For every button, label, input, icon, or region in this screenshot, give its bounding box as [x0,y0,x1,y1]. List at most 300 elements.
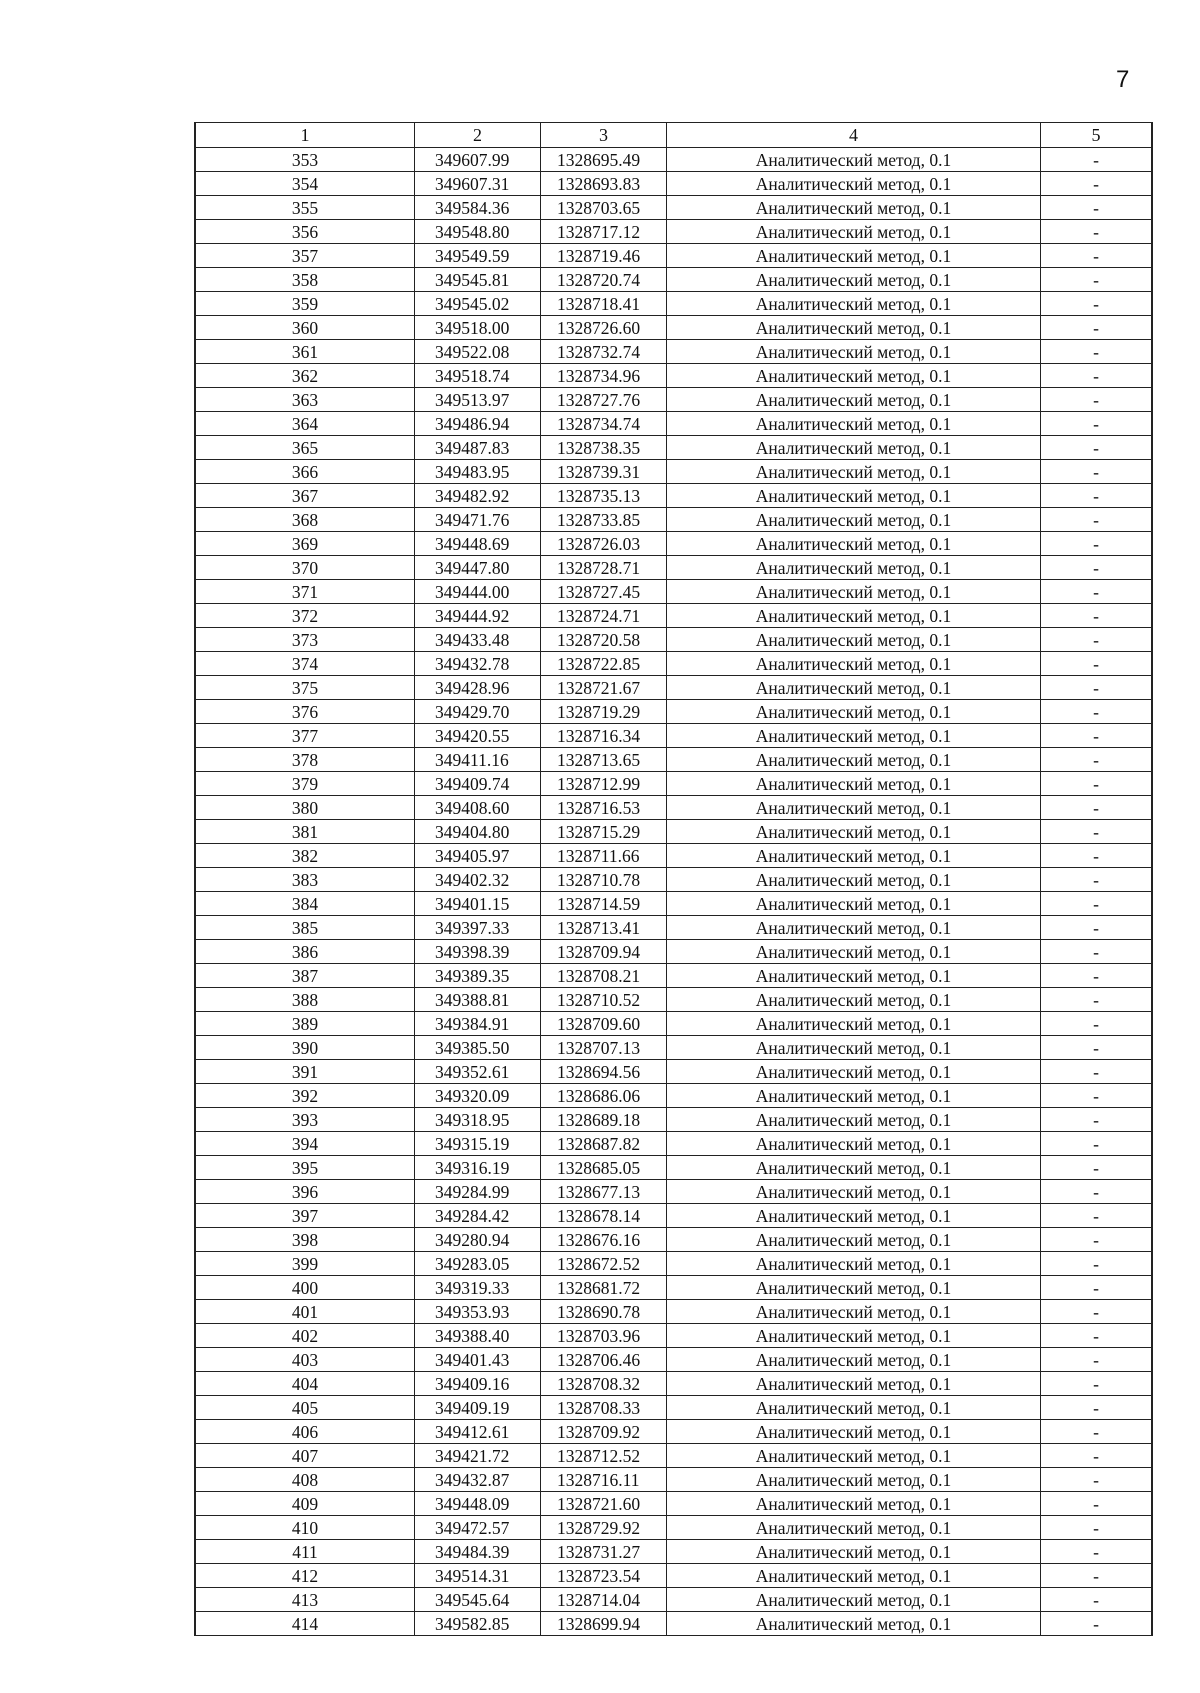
table-row [195,292,1152,316]
y-coordinate-cell: 1328734.74 [541,412,667,436]
x-coordinate-cell: 349409.74 [415,772,541,796]
table-row [195,820,1152,844]
y-coordinate-cell: 1328720.74 [541,268,667,292]
table-row [195,556,1152,580]
y-coordinate-cell: 1328715.29 [541,820,667,844]
x-coordinate-cell: 349444.00 [415,580,541,604]
table-body [195,148,1152,1636]
table-row [195,340,1152,364]
note-cell: - [1041,892,1153,916]
point-number-cell: 405 [195,1396,415,1420]
x-coordinate-cell: 349448.69 [415,532,541,556]
table-row [195,196,1152,220]
table-row [195,1108,1152,1132]
table-row [195,1612,1152,1636]
table-row [195,1588,1152,1612]
table-row [195,532,1152,556]
note-cell: - [1041,1516,1153,1540]
note-cell: - [1041,484,1153,508]
method-cell: Аналитический метод, 0.1 [667,484,1041,508]
x-coordinate-cell: 349549.59 [415,244,541,268]
y-coordinate-cell: 1328733.85 [541,508,667,532]
y-coordinate-cell: 1328709.60 [541,1012,667,1036]
y-coordinate-cell: 1328714.04 [541,1588,667,1612]
column-header-4: 4 [667,123,1041,148]
table-row [195,1396,1152,1420]
point-number-cell: 414 [195,1612,415,1636]
point-number-cell: 354 [195,172,415,196]
method-cell: Аналитический метод, 0.1 [667,148,1041,172]
method-cell: Аналитический метод, 0.1 [667,1012,1041,1036]
table-row [195,1084,1152,1108]
point-number-cell: 371 [195,580,415,604]
x-coordinate-cell: 349513.97 [415,388,541,412]
point-number-cell: 408 [195,1468,415,1492]
point-number-cell: 412 [195,1564,415,1588]
note-cell: - [1041,460,1153,484]
note-cell: - [1041,844,1153,868]
x-coordinate-cell: 349402.32 [415,868,541,892]
x-coordinate-cell: 349522.08 [415,340,541,364]
point-number-cell: 372 [195,604,415,628]
point-number-cell: 376 [195,700,415,724]
table-row [195,1012,1152,1036]
x-coordinate-cell: 349429.70 [415,700,541,724]
note-cell: - [1041,1012,1153,1036]
note-cell: - [1041,1252,1153,1276]
point-number-cell: 387 [195,964,415,988]
x-coordinate-cell: 349284.42 [415,1204,541,1228]
y-coordinate-cell: 1328721.67 [541,676,667,700]
table-row [195,1492,1152,1516]
note-cell: - [1041,220,1153,244]
method-cell: Аналитический метод, 0.1 [667,580,1041,604]
method-cell: Аналитический метод, 0.1 [667,1420,1041,1444]
note-cell: - [1041,1564,1153,1588]
x-coordinate-cell: 349486.94 [415,412,541,436]
x-coordinate-cell: 349428.96 [415,676,541,700]
point-number-cell: 366 [195,460,415,484]
y-coordinate-cell: 1328703.96 [541,1324,667,1348]
point-number-cell: 374 [195,652,415,676]
x-coordinate-cell: 349545.02 [415,292,541,316]
method-cell: Аналитический метод, 0.1 [667,220,1041,244]
point-number-cell: 378 [195,748,415,772]
y-coordinate-cell: 1328708.21 [541,964,667,988]
x-coordinate-cell: 349471.76 [415,508,541,532]
note-cell: - [1041,172,1153,196]
y-coordinate-cell: 1328713.41 [541,916,667,940]
table-row [195,964,1152,988]
x-coordinate-cell: 349389.35 [415,964,541,988]
note-cell: - [1041,1084,1153,1108]
method-cell: Аналитический метод, 0.1 [667,1324,1041,1348]
table-row [195,1444,1152,1468]
note-cell: - [1041,292,1153,316]
x-coordinate-cell: 349482.92 [415,484,541,508]
method-cell: Аналитический метод, 0.1 [667,1396,1041,1420]
y-coordinate-cell: 1328677.13 [541,1180,667,1204]
point-number-cell: 383 [195,868,415,892]
method-cell: Аналитический метод, 0.1 [667,316,1041,340]
note-cell: - [1041,508,1153,532]
y-coordinate-cell: 1328716.53 [541,796,667,820]
table-row [195,916,1152,940]
point-number-cell: 397 [195,1204,415,1228]
method-cell: Аналитический метод, 0.1 [667,1084,1041,1108]
point-number-cell: 382 [195,844,415,868]
table-row [195,1348,1152,1372]
note-cell: - [1041,820,1153,844]
x-coordinate-cell: 349420.55 [415,724,541,748]
note-cell: - [1041,1036,1153,1060]
note-cell: - [1041,556,1153,580]
x-coordinate-cell: 349514.31 [415,1564,541,1588]
note-cell: - [1041,1612,1153,1636]
x-coordinate-cell: 349584.36 [415,196,541,220]
method-cell: Аналитический метод, 0.1 [667,1036,1041,1060]
x-coordinate-cell: 349408.60 [415,796,541,820]
x-coordinate-cell: 349409.16 [415,1372,541,1396]
y-coordinate-cell: 1328714.59 [541,892,667,916]
x-coordinate-cell: 349283.05 [415,1252,541,1276]
y-coordinate-cell: 1328690.78 [541,1300,667,1324]
y-coordinate-cell: 1328706.46 [541,1348,667,1372]
point-number-cell: 401 [195,1300,415,1324]
x-coordinate-cell: 349398.39 [415,940,541,964]
y-coordinate-cell: 1328727.76 [541,388,667,412]
note-cell: - [1041,604,1153,628]
note-cell: - [1041,1108,1153,1132]
y-coordinate-cell: 1328727.45 [541,580,667,604]
x-coordinate-cell: 349280.94 [415,1228,541,1252]
table-row [195,1276,1152,1300]
table-row [195,388,1152,412]
x-coordinate-cell: 349404.80 [415,820,541,844]
x-coordinate-cell: 349320.09 [415,1084,541,1108]
table-row [195,460,1152,484]
method-cell: Аналитический метод, 0.1 [667,388,1041,412]
x-coordinate-cell: 349432.78 [415,652,541,676]
note-cell: - [1041,652,1153,676]
method-cell: Аналитический метод, 0.1 [667,172,1041,196]
method-cell: Аналитический метод, 0.1 [667,820,1041,844]
x-coordinate-cell: 349409.19 [415,1396,541,1420]
note-cell: - [1041,1588,1153,1612]
table-row [195,988,1152,1012]
table-row [195,220,1152,244]
y-coordinate-cell: 1328726.60 [541,316,667,340]
y-coordinate-cell: 1328685.05 [541,1156,667,1180]
method-cell: Аналитический метод, 0.1 [667,700,1041,724]
y-coordinate-cell: 1328720.58 [541,628,667,652]
point-number-cell: 369 [195,532,415,556]
x-coordinate-cell: 349388.40 [415,1324,541,1348]
method-cell: Аналитический метод, 0.1 [667,796,1041,820]
x-coordinate-cell: 349484.39 [415,1540,541,1564]
note-cell: - [1041,1300,1153,1324]
method-cell: Аналитический метод, 0.1 [667,1180,1041,1204]
y-coordinate-cell: 1328728.71 [541,556,667,580]
point-number-cell: 395 [195,1156,415,1180]
method-cell: Аналитический метод, 0.1 [667,964,1041,988]
note-cell: - [1041,364,1153,388]
table-row [195,436,1152,460]
y-coordinate-cell: 1328711.66 [541,844,667,868]
x-coordinate-cell: 349401.43 [415,1348,541,1372]
table-row [195,580,1152,604]
note-cell: - [1041,796,1153,820]
x-coordinate-cell: 349518.74 [415,364,541,388]
point-number-cell: 379 [195,772,415,796]
method-cell: Аналитический метод, 0.1 [667,1540,1041,1564]
x-coordinate-cell: 349401.15 [415,892,541,916]
table-row [195,172,1152,196]
method-cell: Аналитический метод, 0.1 [667,1132,1041,1156]
note-cell: - [1041,724,1153,748]
x-coordinate-cell: 349548.80 [415,220,541,244]
y-coordinate-cell: 1328723.54 [541,1564,667,1588]
y-coordinate-cell: 1328709.92 [541,1420,667,1444]
method-cell: Аналитический метод, 0.1 [667,1300,1041,1324]
x-coordinate-cell: 349607.31 [415,172,541,196]
table-row [195,892,1152,916]
x-coordinate-cell: 349483.95 [415,460,541,484]
point-number-cell: 361 [195,340,415,364]
note-cell: - [1041,1372,1153,1396]
method-cell: Аналитический метод, 0.1 [667,268,1041,292]
y-coordinate-cell: 1328707.13 [541,1036,667,1060]
x-coordinate-cell: 349388.81 [415,988,541,1012]
column-header-5: 5 [1041,123,1153,148]
note-cell: - [1041,772,1153,796]
x-coordinate-cell: 349545.64 [415,1588,541,1612]
table-row [195,364,1152,388]
method-cell: Аналитический метод, 0.1 [667,460,1041,484]
note-cell: - [1041,676,1153,700]
y-coordinate-cell: 1328709.94 [541,940,667,964]
x-coordinate-cell: 349352.61 [415,1060,541,1084]
method-cell: Аналитический метод, 0.1 [667,244,1041,268]
x-coordinate-cell: 349411.16 [415,748,541,772]
point-number-cell: 385 [195,916,415,940]
point-number-cell: 404 [195,1372,415,1396]
note-cell: - [1041,1060,1153,1084]
method-cell: Аналитический метод, 0.1 [667,1156,1041,1180]
method-cell: Аналитический метод, 0.1 [667,772,1041,796]
x-coordinate-cell: 349487.83 [415,436,541,460]
table-row [195,1060,1152,1084]
table-row [195,148,1152,172]
point-number-cell: 406 [195,1420,415,1444]
method-cell: Аналитический метод, 0.1 [667,868,1041,892]
y-coordinate-cell: 1328676.16 [541,1228,667,1252]
y-coordinate-cell: 1328719.46 [541,244,667,268]
point-number-cell: 386 [195,940,415,964]
point-number-cell: 381 [195,820,415,844]
method-cell: Аналитический метод, 0.1 [667,412,1041,436]
y-coordinate-cell: 1328694.56 [541,1060,667,1084]
y-coordinate-cell: 1328710.52 [541,988,667,1012]
table-row [195,652,1152,676]
table-row [195,1564,1152,1588]
point-number-cell: 377 [195,724,415,748]
note-cell: - [1041,748,1153,772]
y-coordinate-cell: 1328703.65 [541,196,667,220]
y-coordinate-cell: 1328678.14 [541,1204,667,1228]
table-row [195,484,1152,508]
table-row [195,1036,1152,1060]
y-coordinate-cell: 1328739.31 [541,460,667,484]
method-cell: Аналитический метод, 0.1 [667,940,1041,964]
point-number-cell: 358 [195,268,415,292]
point-number-cell: 396 [195,1180,415,1204]
point-number-cell: 384 [195,892,415,916]
method-cell: Аналитический метод, 0.1 [667,532,1041,556]
column-header-3: 3 [541,123,667,148]
note-cell: - [1041,412,1153,436]
point-number-cell: 375 [195,676,415,700]
point-number-cell: 388 [195,988,415,1012]
note-cell: - [1041,580,1153,604]
x-coordinate-cell: 349284.99 [415,1180,541,1204]
x-coordinate-cell: 349433.48 [415,628,541,652]
note-cell: - [1041,1324,1153,1348]
x-coordinate-cell: 349472.57 [415,1516,541,1540]
table-row [195,1324,1152,1348]
point-number-cell: 398 [195,1228,415,1252]
method-cell: Аналитический метод, 0.1 [667,1372,1041,1396]
table-row [195,676,1152,700]
y-coordinate-cell: 1328681.72 [541,1276,667,1300]
table-row [195,1468,1152,1492]
y-coordinate-cell: 1328672.52 [541,1252,667,1276]
table-row [195,844,1152,868]
point-number-cell: 353 [195,148,415,172]
point-number-cell: 367 [195,484,415,508]
table-row [195,1204,1152,1228]
table-row [195,1252,1152,1276]
y-coordinate-cell: 1328718.41 [541,292,667,316]
note-cell: - [1041,388,1153,412]
note-cell: - [1041,1396,1153,1420]
y-coordinate-cell: 1328713.65 [541,748,667,772]
note-cell: - [1041,1492,1153,1516]
method-cell: Аналитический метод, 0.1 [667,1444,1041,1468]
point-number-cell: 400 [195,1276,415,1300]
x-coordinate-cell: 349384.91 [415,1012,541,1036]
x-coordinate-cell: 349607.99 [415,148,541,172]
note-cell: - [1041,436,1153,460]
note-cell: - [1041,1540,1153,1564]
table-row [195,1420,1152,1444]
method-cell: Аналитический метод, 0.1 [667,1108,1041,1132]
point-number-cell: 380 [195,796,415,820]
point-number-cell: 391 [195,1060,415,1084]
point-number-cell: 402 [195,1324,415,1348]
method-cell: Аналитический метод, 0.1 [667,988,1041,1012]
y-coordinate-cell: 1328738.35 [541,436,667,460]
note-cell: - [1041,916,1153,940]
x-coordinate-cell: 349545.81 [415,268,541,292]
table-row [195,700,1152,724]
table-row [195,1156,1152,1180]
note-cell: - [1041,316,1153,340]
y-coordinate-cell: 1328708.33 [541,1396,667,1420]
note-cell: - [1041,964,1153,988]
note-cell: - [1041,1468,1153,1492]
x-coordinate-cell: 349315.19 [415,1132,541,1156]
point-number-cell: 394 [195,1132,415,1156]
note-cell: - [1041,700,1153,724]
y-coordinate-cell: 1328722.85 [541,652,667,676]
method-cell: Аналитический метод, 0.1 [667,292,1041,316]
note-cell: - [1041,340,1153,364]
coordinates-table [194,122,1153,1636]
method-cell: Аналитический метод, 0.1 [667,748,1041,772]
point-number-cell: 399 [195,1252,415,1276]
x-coordinate-cell: 349444.92 [415,604,541,628]
method-cell: Аналитический метод, 0.1 [667,628,1041,652]
method-cell: Аналитический метод, 0.1 [667,1204,1041,1228]
x-coordinate-cell: 349319.33 [415,1276,541,1300]
point-number-cell: 370 [195,556,415,580]
table-row [195,772,1152,796]
method-cell: Аналитический метод, 0.1 [667,196,1041,220]
y-coordinate-cell: 1328719.29 [541,700,667,724]
method-cell: Аналитический метод, 0.1 [667,1252,1041,1276]
method-cell: Аналитический метод, 0.1 [667,1516,1041,1540]
table-row [195,412,1152,436]
note-cell: - [1041,988,1153,1012]
point-number-cell: 390 [195,1036,415,1060]
method-cell: Аналитический метод, 0.1 [667,1276,1041,1300]
y-coordinate-cell: 1328699.94 [541,1612,667,1636]
point-number-cell: 393 [195,1108,415,1132]
column-header-1: 1 [195,123,415,148]
method-cell: Аналитический метод, 0.1 [667,1468,1041,1492]
point-number-cell: 409 [195,1492,415,1516]
table-row [195,940,1152,964]
y-coordinate-cell: 1328716.11 [541,1468,667,1492]
method-cell: Аналитический метод, 0.1 [667,604,1041,628]
table-row [195,1180,1152,1204]
point-number-cell: 363 [195,388,415,412]
method-cell: Аналитический метод, 0.1 [667,892,1041,916]
x-coordinate-cell: 349353.93 [415,1300,541,1324]
point-number-cell: 413 [195,1588,415,1612]
y-coordinate-cell: 1328712.52 [541,1444,667,1468]
y-coordinate-cell: 1328710.78 [541,868,667,892]
note-cell: - [1041,148,1153,172]
table-header-row [195,123,1152,148]
note-cell: - [1041,196,1153,220]
y-coordinate-cell: 1328732.74 [541,340,667,364]
method-cell: Аналитический метод, 0.1 [667,1228,1041,1252]
note-cell: - [1041,628,1153,652]
table-row [195,1132,1152,1156]
y-coordinate-cell: 1328729.92 [541,1516,667,1540]
note-cell: - [1041,1444,1153,1468]
note-cell: - [1041,1180,1153,1204]
method-cell: Аналитический метод, 0.1 [667,724,1041,748]
y-coordinate-cell: 1328726.03 [541,532,667,556]
y-coordinate-cell: 1328695.49 [541,148,667,172]
note-cell: - [1041,1348,1153,1372]
method-cell: Аналитический метод, 0.1 [667,1612,1041,1636]
method-cell: Аналитический метод, 0.1 [667,1492,1041,1516]
note-cell: - [1041,268,1153,292]
